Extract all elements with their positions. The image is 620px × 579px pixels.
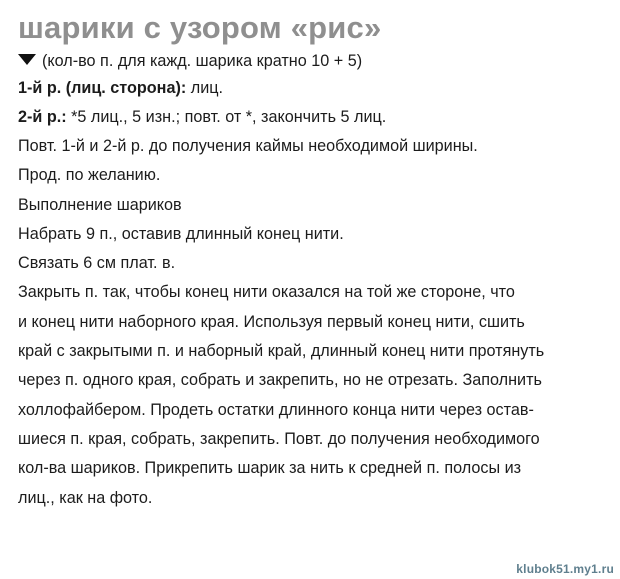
text-line: Связать 6 см плат. в. — [18, 254, 176, 273]
text-line: край с закрытыми п. и наборный край, длинный конец нити протянуть — [18, 342, 545, 361]
instructions — [18, 132, 610, 513]
stitch-note-text: (кол-во п. для кажд. шарика кратно 10 + 5) — [42, 52, 363, 70]
text-line: шиеся п. края, собрать, закрепить. Повт. до получения необходимого — [18, 429, 540, 448]
watermark: klubok51.my1.ru — [516, 562, 614, 576]
document — [18, 8, 610, 513]
text-line: через п. одного края, собрать и закрепить, но не отрезать. Заполнить — [18, 371, 542, 390]
text-line: Прод. по желанию. — [18, 166, 161, 185]
text-line: холлофайбером. Продеть остатки длинного конца нити через остав- — [18, 400, 534, 419]
text-line: Закрыть п. так, чтобы конец нити оказался на той же стороне, что — [18, 283, 515, 302]
text-line: и конец нити наборного края. Используя первый конец нити, сшить — [18, 312, 525, 331]
row-1 — [18, 74, 610, 103]
row-1-text: лиц. — [186, 79, 224, 97]
section-heading: Выполнение шариков — [18, 195, 182, 214]
row-1-label: 1-й р. (лиц. сторона): — [18, 79, 187, 97]
page-title: шарики с узором «рис» — [18, 10, 382, 45]
row-2-label: 2-й р.: — [18, 108, 67, 126]
stitch-note — [18, 48, 610, 74]
text-line: Набрать 9 п., оставив длинный конец нити. — [18, 224, 344, 243]
down-triangle-icon — [18, 54, 36, 65]
row-2 — [18, 103, 610, 132]
text-line: лиц., как на фото. — [18, 488, 153, 507]
row-2-text: *5 лиц., 5 изн.; повт. от *, закончить 5 лиц. — [66, 108, 387, 126]
text-line: Повт. 1-й и 2-й р. до получения каймы необходимой ширины. — [18, 137, 478, 155]
text-line: кол-ва шариков. Прикрепить шарик за нить к средней п. полосы из — [18, 459, 522, 478]
